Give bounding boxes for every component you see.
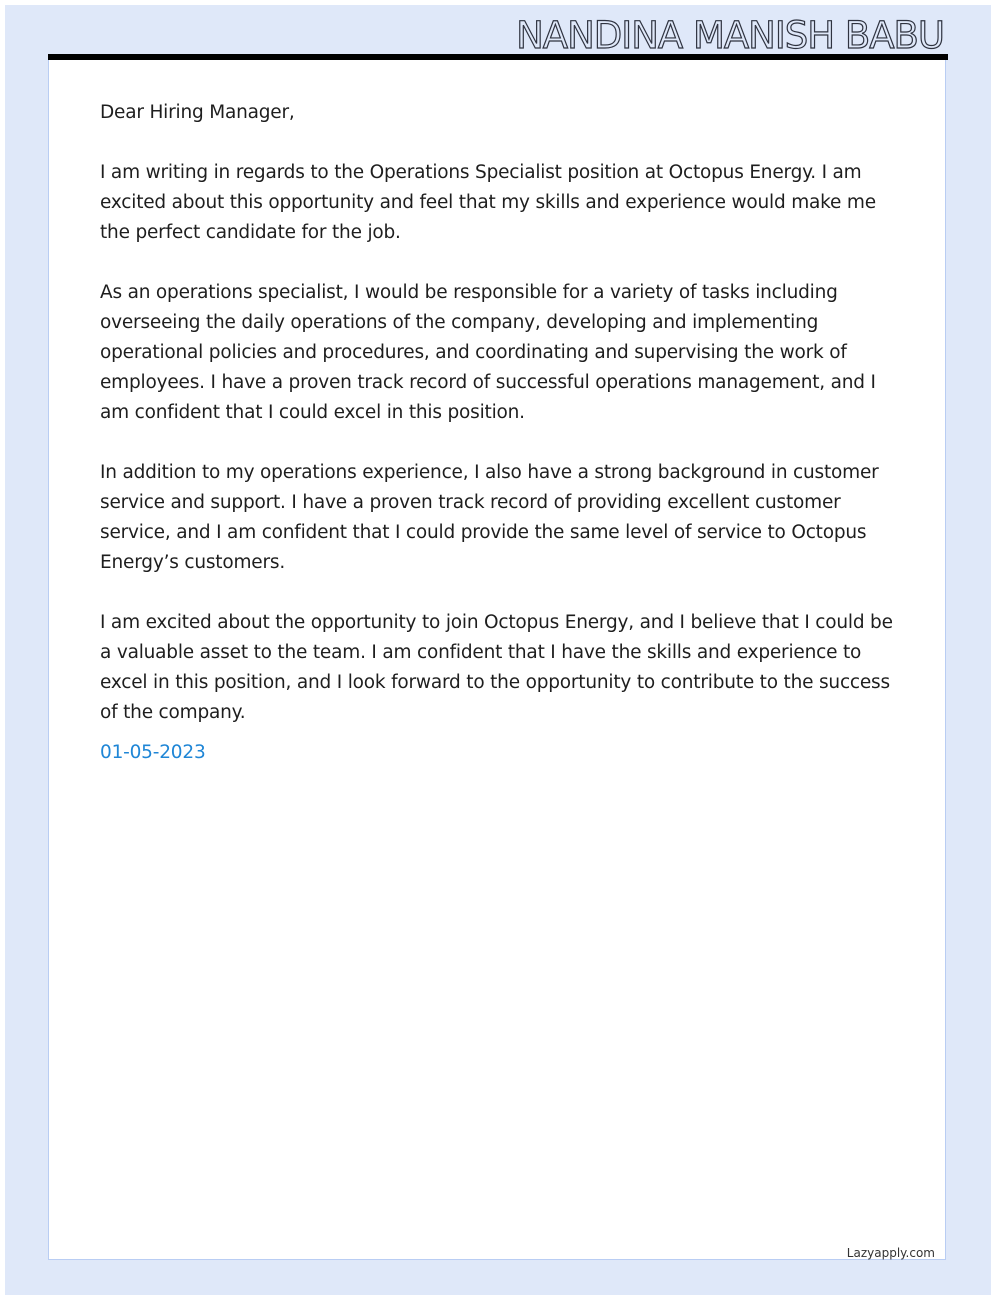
applicant-name: NANDINA MANISH BABU xyxy=(516,14,944,57)
cover-letter-body xyxy=(100,98,900,768)
paragraph-1: I am writing in regards to the Operations Specialist position at Octopus Energy. I am excited about this opportunity and feel that my skills and experience would make me the perfect candidate for the job. xyxy=(100,162,876,243)
paragraph-4: I am excited about the opportunity to join Octopus Energy, and I believe that I could be a valuable asset to the team. I am confident that I have the skills and experience to excel in this position, and I look forward to the opportunity to contribute to the success of the company. xyxy=(100,612,893,723)
salutation: Dear Hiring Manager, xyxy=(100,102,295,123)
paragraph-2: As an operations specialist, I would be responsible for a variety of tasks including overseeing the daily operations of the company, developing and implementing operational policies and procedures, and coordinating and supervising the work of employees. I have a proven track record of successful operations management, and I am confident that I could excel in this position. xyxy=(100,282,876,423)
paragraph-3: In addition to my operations experience, I also have a strong background in customer service and support. I have a proven track record of providing excellent customer service, and I am confident that I could provide the same level of service to Octopus Energy’s customers. xyxy=(100,462,879,573)
letter-date: 01-05-2023 xyxy=(100,742,206,763)
footer-brand: Lazyapply.com xyxy=(846,1246,935,1260)
